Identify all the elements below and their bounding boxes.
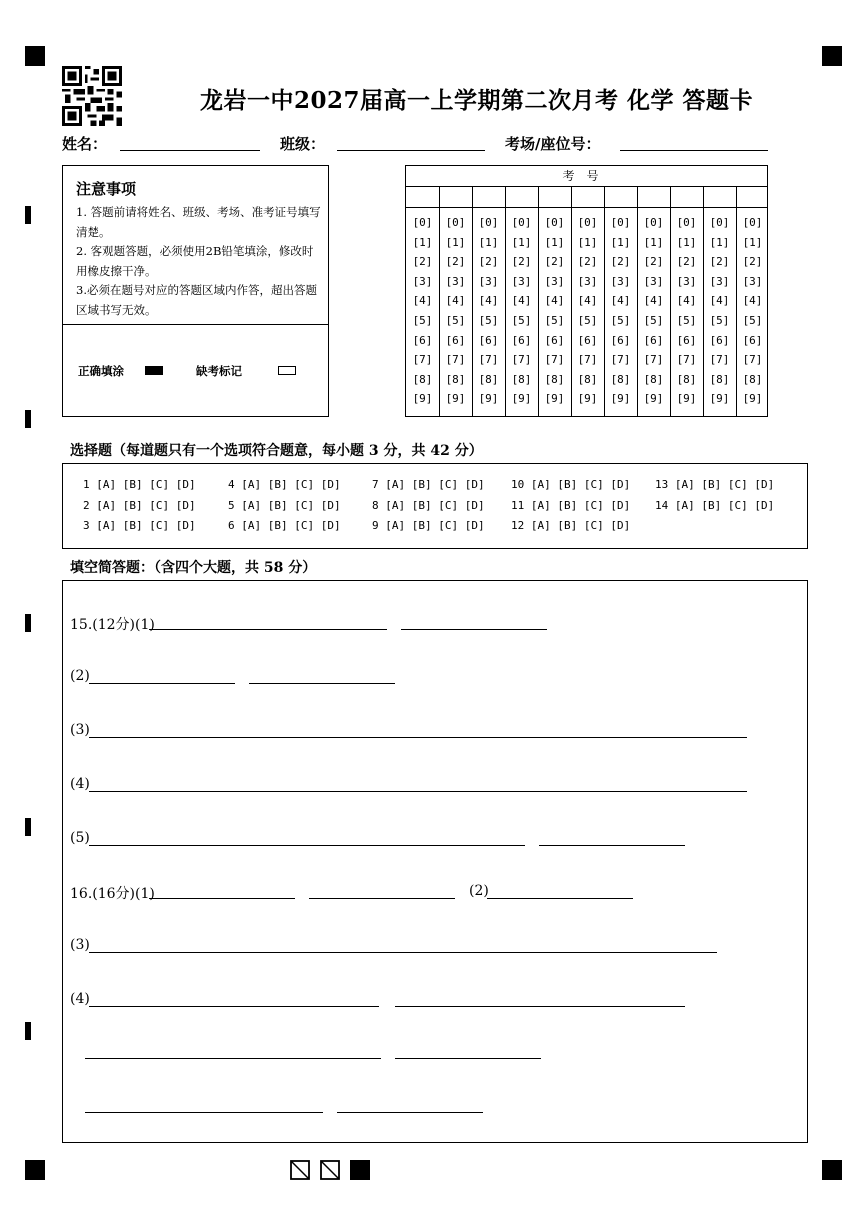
answer-line[interactable] — [89, 845, 525, 846]
exam-digit-bubble[interactable]: [2] — [676, 255, 697, 269]
answer-line[interactable] — [89, 791, 747, 792]
name-label: 姓名： — [62, 135, 108, 153]
exam-digit-bubble[interactable]: [7] — [643, 353, 664, 367]
exam-number-column — [604, 186, 637, 416]
exam-digit-bubble[interactable]: [2] — [709, 255, 730, 269]
exam-digit-bubble[interactable]: [5] — [643, 314, 664, 327]
exam-digit-bubble[interactable]: [9] — [577, 392, 598, 406]
exam-digit-bubble[interactable]: [7] — [676, 353, 697, 367]
exam-digit-bubble[interactable]: [0] — [610, 216, 631, 229]
exam-digit-bubble[interactable]: [5] — [610, 314, 631, 327]
exam-digit-bubble[interactable]: [1] — [412, 235, 433, 249]
exam-digit-bubble[interactable]: [1] — [742, 235, 763, 249]
qr-code-icon — [62, 66, 122, 126]
exam-digit-bubble[interactable]: [9] — [709, 392, 730, 406]
exam-digit-bubble[interactable]: [0] — [643, 216, 664, 229]
answer-line[interactable] — [89, 737, 747, 738]
notice-item: 2. 客观题答题，必须使用2B铅笔填涂，修改时用橡皮擦干净。 — [76, 244, 314, 278]
question-label: (2) — [70, 668, 90, 684]
exam-digit-bubble[interactable]: [3] — [478, 274, 499, 288]
exam-digit-bubble[interactable]: [1] — [643, 235, 664, 249]
exam-digit-bubble[interactable]: [7] — [709, 353, 730, 367]
seat-label: 考场/座位号： — [505, 135, 601, 153]
exam-number-column — [703, 186, 736, 416]
exam-digit-bubble[interactable]: [6] — [544, 333, 565, 347]
choice-question-bubbles[interactable]: 11 [A] [B] [C] [D] — [511, 498, 631, 512]
choice-question-bubbles[interactable]: 10 [A] [B] [C] [D] — [511, 478, 631, 491]
exam-digit-bubble[interactable]: [2] — [577, 255, 598, 269]
choice-question-bubbles[interactable]: 4 [A] [B] [C] [D] — [228, 478, 341, 491]
exam-digit-bubble[interactable]: [2] — [511, 255, 532, 269]
exam-digit-bubble[interactable]: [7] — [742, 353, 763, 367]
choice-question-bubbles[interactable]: 2 [A] [B] [C] [D] — [83, 498, 196, 512]
exam-digit-bubble[interactable]: [4] — [643, 294, 664, 308]
exam-digit-bubble[interactable]: [3] — [511, 274, 532, 288]
exam-digit-bubble[interactable]: [6] — [511, 333, 532, 347]
exam-digit-bubble[interactable]: [6] — [478, 333, 499, 347]
exam-digit-bubble[interactable]: [4] — [709, 294, 730, 308]
exam-digit-bubble[interactable]: [0] — [478, 216, 499, 229]
exam-digit-bubble[interactable]: [4] — [676, 294, 697, 308]
side-mark — [25, 614, 31, 632]
exam-digit-bubble[interactable]: [5] — [709, 314, 730, 327]
exam-digit-bubble[interactable]: [3] — [412, 274, 433, 288]
choice-section-title: 选择题（每道题只有一个选项符合题意，每小题 3 分，共 42 分） — [70, 443, 483, 459]
answer-line[interactable] — [89, 952, 717, 953]
exam-digit-bubble[interactable]: [1] — [478, 235, 499, 249]
choice-question-bubbles[interactable]: 14 [A] [B] [C] [D] — [655, 498, 775, 512]
answer-line[interactable] — [401, 629, 547, 630]
exam-digit-bubble[interactable]: [2] — [478, 255, 499, 269]
exam-digit-bubble[interactable]: [6] — [676, 333, 697, 347]
exam-digit-bubble[interactable]: [3] — [445, 274, 466, 288]
question-label: (4) — [70, 991, 90, 1007]
answer-line[interactable] — [249, 683, 395, 684]
exam-digit-bubble[interactable]: [0] — [544, 216, 565, 229]
choice-question-bubbles[interactable]: 12 [A] [B] [C] [D] — [511, 519, 631, 532]
exam-digit-bubble[interactable]: [5] — [412, 314, 433, 327]
exam-number-column — [637, 186, 670, 416]
notice-box — [62, 165, 329, 417]
exam-digit-bubble[interactable]: [6] — [445, 333, 466, 347]
exam-digit-bubble[interactable]: [4] — [544, 294, 565, 308]
exam-digit-bubble[interactable]: [0] — [577, 216, 598, 229]
class-field[interactable] — [337, 150, 485, 151]
answer-line[interactable] — [89, 683, 235, 684]
exam-digit-bubble[interactable]: [9] — [544, 392, 565, 406]
answer-line[interactable] — [539, 845, 685, 846]
exam-digit-bubble[interactable]: [2] — [445, 255, 466, 269]
exam-digit-bubble[interactable]: [8] — [544, 372, 565, 386]
corner-mark-bottom-right — [822, 1160, 842, 1180]
choice-question-bubbles[interactable]: 6 [A] [B] [C] [D] — [228, 519, 341, 532]
exam-digit-bubble[interactable]: [1] — [676, 235, 697, 249]
exam-digit-bubble[interactable]: [8] — [643, 372, 664, 386]
exam-digit-bubble[interactable]: [3] — [577, 274, 598, 288]
exam-digit-bubble[interactable]: [3] — [709, 274, 730, 288]
corner-mark-bottom-left — [25, 1160, 45, 1180]
answer-line[interactable] — [395, 1058, 541, 1059]
notice-items — [76, 203, 321, 320]
exam-digit-bubble[interactable]: [8] — [445, 372, 466, 386]
exam-digit-bubble[interactable]: [0] — [412, 216, 433, 229]
exam-digit-bubble[interactable]: [0] — [676, 216, 697, 229]
exam-digit-bubble[interactable]: [3] — [610, 274, 631, 288]
exam-digit-bubble[interactable]: [4] — [577, 294, 598, 308]
correct-fill-sample — [145, 366, 163, 375]
answer-line[interactable] — [309, 898, 455, 899]
exam-digit-bubble[interactable]: [1] — [445, 235, 466, 249]
page-mark-crossed-icon — [290, 1160, 310, 1180]
choice-question-bubbles[interactable]: 3 [A] [B] [C] [D] — [83, 519, 196, 532]
absent-mark-checkbox[interactable] — [278, 366, 296, 375]
exam-digit-bubble[interactable]: [9] — [643, 392, 664, 406]
exam-number-column — [571, 186, 604, 416]
exam-digit-bubble[interactable]: [4] — [511, 294, 532, 308]
corner-mark-top-left — [25, 46, 45, 66]
side-mark — [25, 1022, 31, 1040]
answer-line[interactable] — [85, 1058, 381, 1059]
choice-answer-box — [62, 463, 808, 549]
answer-line[interactable] — [85, 1112, 323, 1113]
corner-mark-top-right — [822, 46, 842, 66]
exam-digit-bubble[interactable]: [7] — [445, 353, 466, 367]
exam-digit-bubble[interactable]: [1] — [610, 235, 631, 249]
answer-line[interactable] — [487, 898, 633, 899]
name-field[interactable] — [120, 150, 260, 151]
notice-title: 注意事项 — [76, 180, 137, 198]
exam-digit-bubble[interactable]: [2] — [742, 255, 763, 269]
choice-question-bubbles[interactable]: 13 [A] [B] [C] [D] — [655, 478, 775, 491]
choice-question-bubbles[interactable]: 9 [A] [B] [C] [D] — [372, 519, 485, 532]
exam-digit-bubble[interactable]: [1] — [709, 235, 730, 249]
exam-digit-bubble[interactable]: [3] — [643, 274, 664, 288]
exam-digit-bubble[interactable]: [4] — [412, 294, 433, 308]
exam-digit-bubble[interactable]: [9] — [412, 392, 433, 406]
question-label: 16.(16分)(1) — [70, 886, 155, 902]
exam-digit-bubble[interactable]: [1] — [544, 235, 565, 249]
exam-digit-bubble[interactable]: [4] — [478, 294, 499, 308]
fill-answer-box — [62, 580, 808, 1143]
exam-digit-bubble[interactable]: [9] — [610, 392, 631, 406]
exam-digit-bubble[interactable]: [4] — [445, 294, 466, 308]
exam-digit-bubble[interactable]: [4] — [742, 294, 763, 308]
exam-number-column — [670, 186, 703, 416]
class-label: 班级： — [280, 135, 326, 153]
exam-digit-bubble[interactable]: [5] — [445, 314, 466, 327]
exam-digit-bubble[interactable]: [3] — [676, 274, 697, 288]
exam-digit-bubble[interactable]: [5] — [577, 314, 598, 327]
exam-number-column — [472, 186, 505, 416]
exam-digit-bubble[interactable]: [8] — [610, 372, 631, 386]
exam-digit-bubble[interactable]: [5] — [742, 314, 763, 327]
notice-item: 3.必须在题号对应的答题区域内作答，超出答题区域书写无效。 — [76, 283, 317, 317]
question-label: (5) — [70, 830, 90, 846]
choice-question-bubbles[interactable]: 7 [A] [B] [C] [D] — [372, 478, 485, 491]
exam-digit-bubble[interactable]: [9] — [742, 392, 763, 406]
answer-line[interactable] — [337, 1112, 483, 1113]
exam-digit-bubble[interactable]: [5] — [511, 314, 532, 327]
exam-digit-bubble[interactable]: [0] — [709, 216, 730, 229]
question-label: (3) — [70, 722, 90, 738]
exam-digit-bubble[interactable]: [9] — [676, 392, 697, 406]
exam-digit-bubble[interactable]: [6] — [643, 333, 664, 347]
exam-digit-bubble[interactable]: [9] — [511, 392, 532, 406]
answer-line[interactable] — [149, 898, 295, 899]
exam-digit-bubble[interactable]: [8] — [742, 372, 763, 386]
exam-digit-bubble[interactable]: [6] — [610, 333, 631, 347]
exam-digit-bubble[interactable]: [0] — [445, 216, 466, 229]
exam-digit-bubble[interactable]: [7] — [544, 353, 565, 367]
exam-digit-bubble[interactable]: [5] — [544, 314, 565, 327]
exam-digit-bubble[interactable]: [4] — [610, 294, 631, 308]
side-mark — [25, 818, 31, 836]
side-mark — [25, 410, 31, 428]
absent-mark-label: 缺考标记 — [196, 364, 242, 378]
exam-digit-bubble[interactable]: [6] — [742, 333, 763, 347]
choice-question-bubbles[interactable]: 5 [A] [B] [C] [D] — [228, 498, 341, 512]
exam-digit-bubble[interactable]: [6] — [709, 333, 730, 347]
page-mark-crossed-icon — [320, 1160, 340, 1180]
exam-digit-bubble[interactable]: [7] — [412, 353, 433, 367]
exam-digit-bubble[interactable]: [7] — [610, 353, 631, 367]
exam-number-grid — [405, 165, 768, 417]
exam-digit-bubble[interactable]: [3] — [742, 274, 763, 288]
choice-question-bubbles[interactable]: 8 [A] [B] [C] [D] — [372, 498, 485, 512]
exam-digit-bubble[interactable]: [0] — [511, 216, 532, 229]
exam-number-column — [439, 186, 472, 416]
page-title: 龙岩一中2027届高一上学期第二次月考 化学 答题卡 — [200, 87, 754, 114]
question-label: (2) — [469, 883, 489, 899]
exam-digit-bubble[interactable]: [3] — [544, 274, 565, 288]
page-mark-filled — [350, 1160, 370, 1180]
exam-digit-bubble[interactable]: [1] — [511, 235, 532, 249]
answer-line[interactable] — [395, 1006, 685, 1007]
exam-digit-bubble[interactable]: [9] — [478, 392, 499, 406]
exam-digit-bubble[interactable]: [9] — [445, 392, 466, 406]
exam-digit-bubble[interactable]: [8] — [412, 372, 433, 386]
exam-number-column — [538, 186, 571, 416]
correct-fill-label: 正确填涂 — [78, 364, 124, 378]
exam-digit-bubble[interactable]: [2] — [610, 255, 631, 269]
answer-line[interactable] — [89, 1006, 379, 1007]
exam-digit-bubble[interactable]: [8] — [511, 372, 532, 386]
exam-number-header: 考号 — [562, 169, 611, 183]
exam-digit-bubble[interactable]: [8] — [676, 372, 697, 386]
exam-number-column — [505, 186, 538, 416]
choice-question-bubbles[interactable]: 1 [A] [B] [C] [D] — [83, 478, 196, 491]
exam-digit-bubble[interactable]: [5] — [676, 314, 697, 327]
exam-digit-bubble[interactable]: [7] — [478, 353, 499, 367]
exam-number-column — [406, 186, 439, 416]
fill-section-title: 填空简答题：（含四个大题，共 58 分） — [70, 560, 317, 576]
exam-digit-bubble[interactable]: [2] — [544, 255, 565, 269]
notice-item: 1. 答题前请将姓名、班级、考场、准考证号填写清楚。 — [76, 205, 321, 239]
exam-digit-bubble[interactable]: [5] — [478, 314, 499, 327]
exam-digit-bubble[interactable]: [8] — [478, 372, 499, 386]
answer-line[interactable] — [149, 629, 387, 630]
question-label: (4) — [70, 776, 90, 792]
exam-digit-bubble[interactable]: [8] — [577, 372, 598, 386]
notice-divider — [63, 324, 328, 325]
exam-digit-bubble[interactable]: [6] — [412, 333, 433, 347]
exam-digit-bubble[interactable]: [2] — [643, 255, 664, 269]
exam-digit-bubble[interactable]: [2] — [412, 255, 433, 269]
seat-field[interactable] — [620, 150, 768, 151]
exam-digit-bubble[interactable]: [7] — [577, 353, 598, 367]
exam-digit-bubble[interactable]: [7] — [511, 353, 532, 367]
exam-digit-bubble[interactable]: [8] — [709, 372, 730, 386]
side-mark — [25, 206, 31, 224]
exam-number-column — [736, 186, 769, 416]
exam-digit-bubble[interactable]: [0] — [742, 216, 763, 229]
exam-digit-bubble[interactable]: [1] — [577, 235, 598, 249]
question-label: (3) — [70, 937, 90, 953]
exam-digit-bubble[interactable]: [6] — [577, 333, 598, 347]
question-label: 15.(12分)(1) — [70, 617, 155, 633]
